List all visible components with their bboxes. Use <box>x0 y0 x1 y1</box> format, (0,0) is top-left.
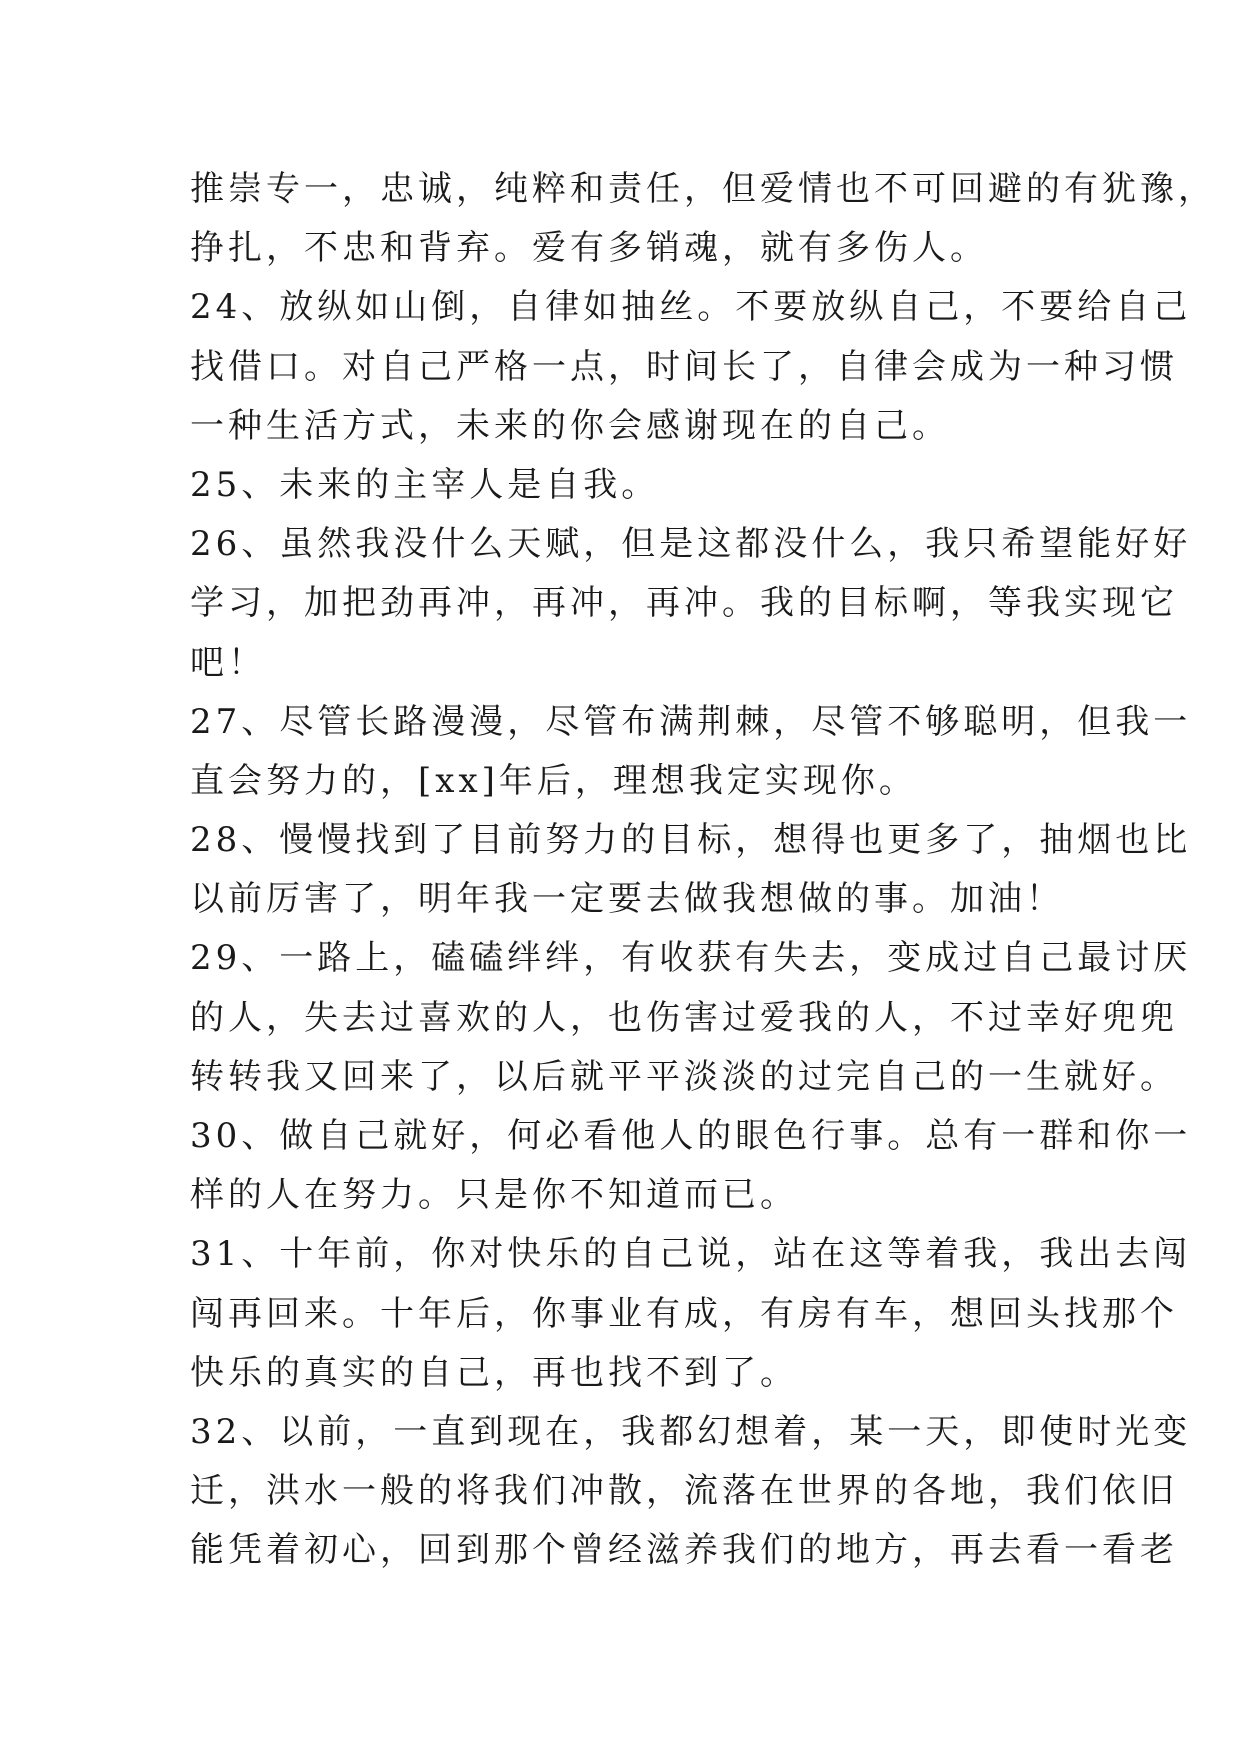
text-line: 推崇专一，忠诚，纯粹和责任，但爱情也不可回避的有犹豫， <box>190 169 1216 209</box>
text-line: 吧！ <box>190 642 266 683</box>
text-line: 转转我又回来了，以后就平平淡淡的过完自己的一生就好。 <box>190 1056 1178 1097</box>
text-line: 一种生活方式，未来的你会感谢现在的自己。 <box>190 405 950 446</box>
text-line: 25、未来的主宰人是自我。 <box>190 464 660 505</box>
text-line: 学习，加把劲再冲，再冲，再冲。我的目标啊，等我实现它 <box>190 583 1178 624</box>
text-line: 32、以前，一直到现在，我都幻想着，某一天，即使时光变 <box>190 1411 1192 1452</box>
text-line: 31、十年前，你对快乐的自己说，站在这等着我，我出去闯 <box>190 1234 1192 1275</box>
text-line: 直会努力的，[xx]年后，理想我定实现你。 <box>190 760 917 801</box>
text-line: 迁，洪水一般的将我们冲散，流落在世界的各地，我们依旧 <box>190 1471 1178 1512</box>
body-text <box>190 160 1216 1581</box>
text-line: 29、一路上，磕磕绊绊，有收获有失去，变成过自己最讨厌 <box>190 938 1192 979</box>
text-line: 找借口。对自己严格一点，时间长了，自律会成为一种习惯 <box>190 346 1178 387</box>
text-line: 挣扎，不忠和背弃。爱有多销魂，就有多伤人。 <box>190 228 988 269</box>
text-line: 样的人在努力。只是你不知道而已。 <box>190 1175 798 1216</box>
text-line: 24、放纵如山倒，自律如抽丝。不要放纵自己，不要给自己 <box>190 287 1192 328</box>
text-line: 快乐的真实的自己，再也找不到了。 <box>190 1352 798 1393</box>
text-line: 以前厉害了，明年我一定要去做我想做的事。加油！ <box>190 879 1064 920</box>
text-line: 26、虽然我没什么天赋，但是这都没什么，我只希望能好好 <box>190 524 1192 565</box>
text-line: 闯再回来。十年后，你事业有成，有房有车，想回头找那个 <box>190 1293 1178 1334</box>
text-line: 27、尽管长路漫漫，尽管布满荆棘，尽管不够聪明，但我一 <box>190 701 1192 742</box>
text-line: 28、慢慢找到了目前努力的目标，想得也更多了，抽烟也比 <box>190 820 1192 861</box>
text-line: 的人，失去过喜欢的人，也伤害过爱我的人，不过幸好兜兜 <box>190 997 1178 1038</box>
text-line: 30、做自己就好，何必看他人的眼色行事。总有一群和你一 <box>190 1116 1192 1156</box>
text-line: 能凭着初心，回到那个曾经滋养我们的地方，再去看一看老 <box>190 1530 1178 1571</box>
